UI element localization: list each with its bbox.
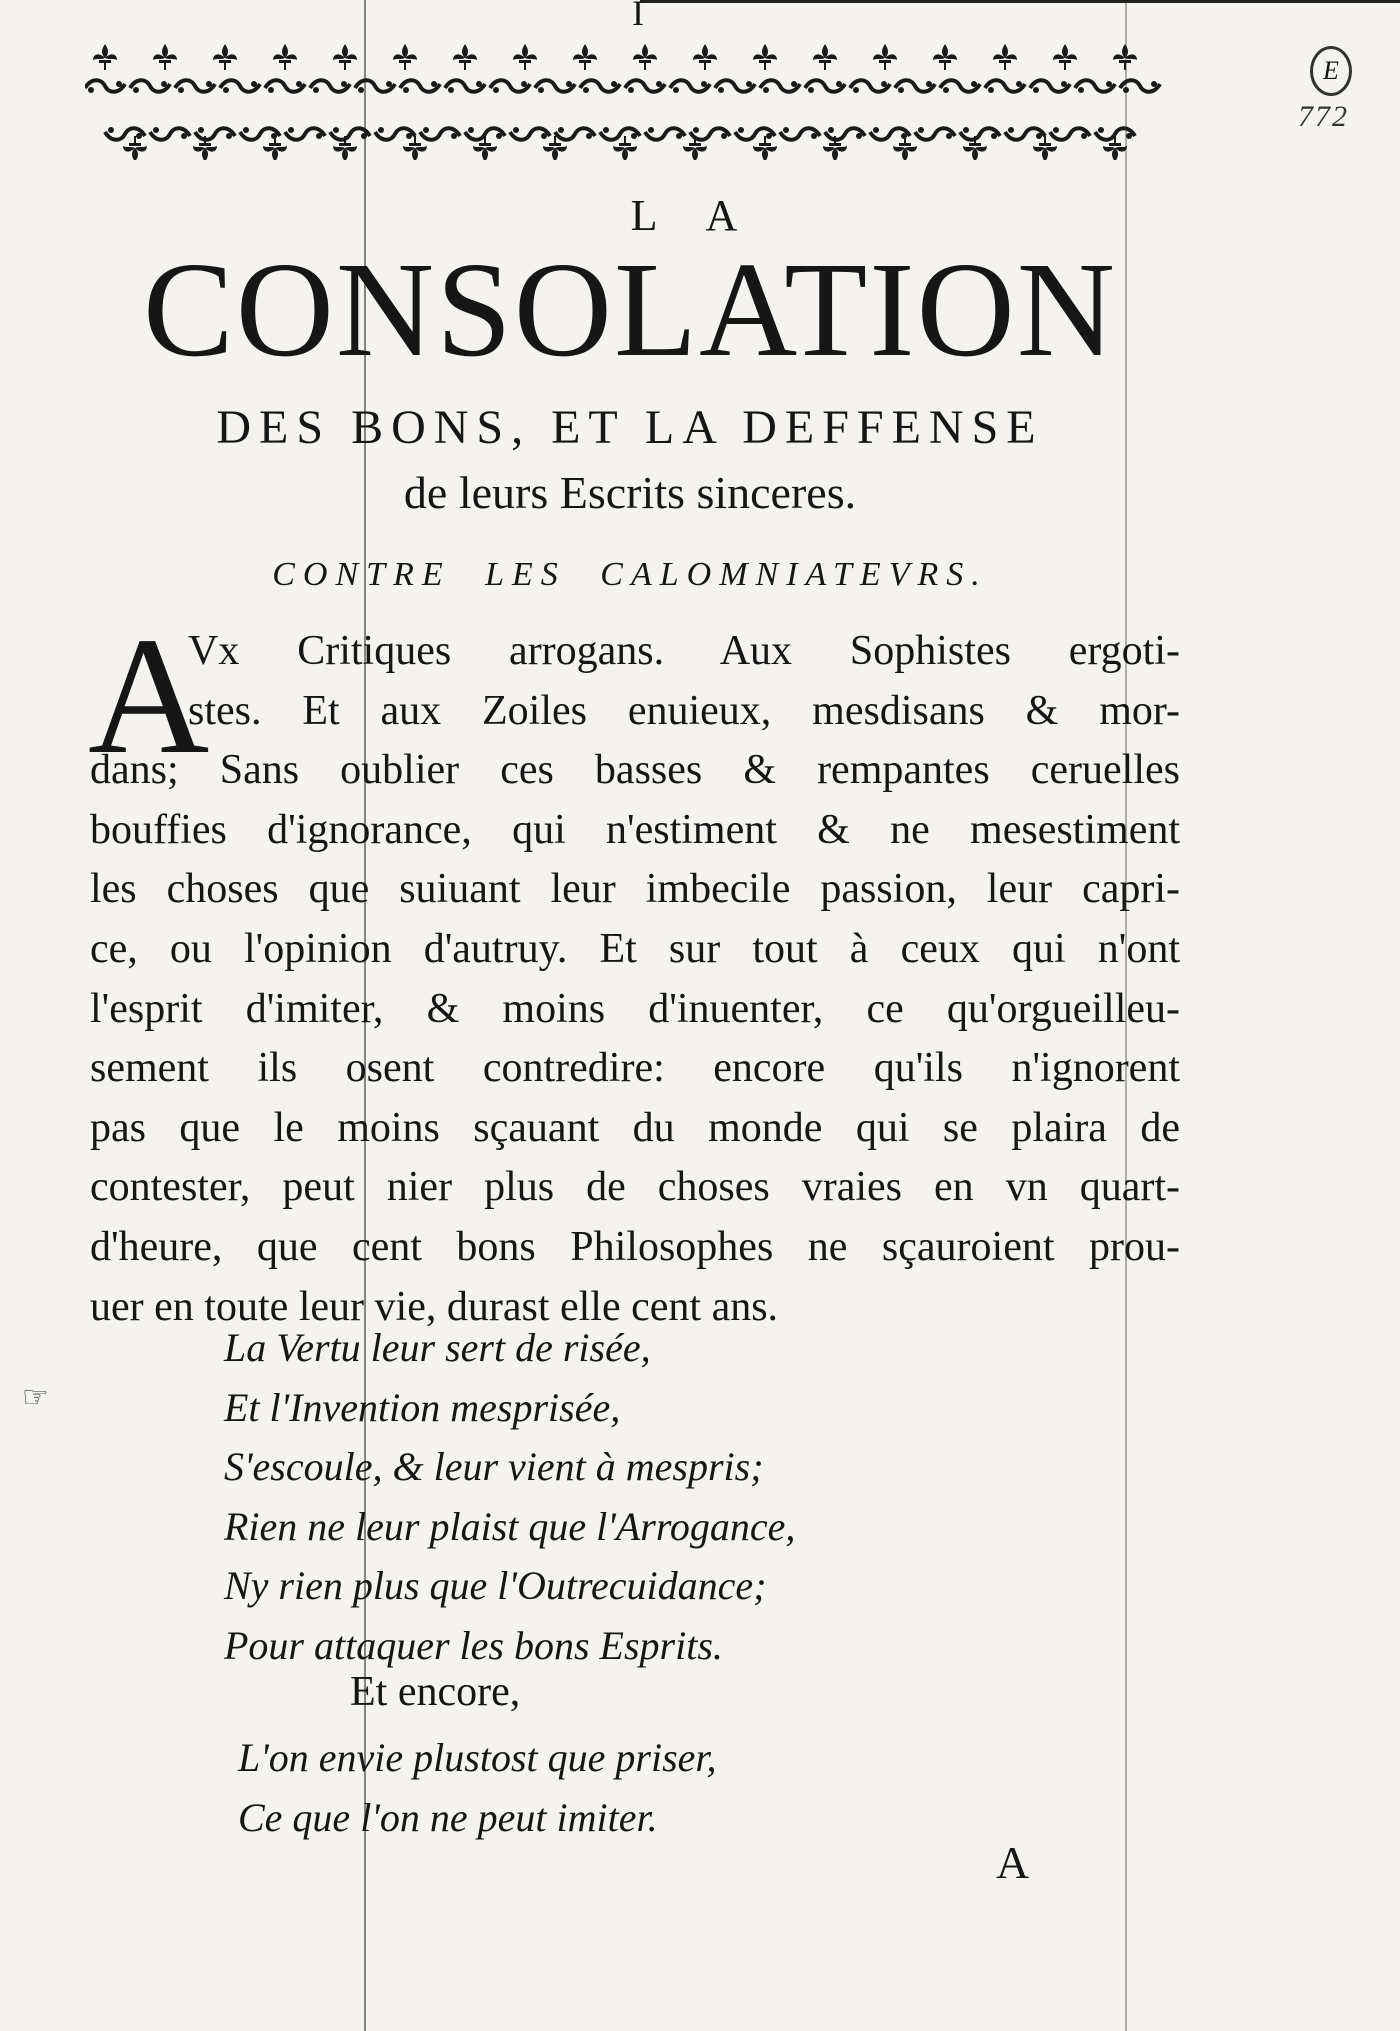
body-paragraph [90,622,1180,1337]
verse-stanza-2 [238,1728,717,1847]
body-line: les choses que suiuant leur imbecile passion, leur capri- [90,866,1180,913]
verse-line: La Vertu leur sert de risée, [224,1325,651,1370]
body-line: ce, ou l'opinion d'autruy. Et sur tout à ceux qui n'ont [90,925,1180,972]
signature-catchword: A [996,1837,1030,1888]
verse-line: Ny rien plus que l'Outrecuidance; [224,1563,767,1609]
body-line: stes. Et aux Zoiles enuieux, mesdisans & mor- [188,687,1180,734]
page-number: I [632,0,644,33]
verse-line: Et l'Invention mesprisée, [224,1384,621,1430]
body-line: d'heure, que cent bons Philosophes ne sçauroient prou- [90,1223,1180,1270]
verse-line: Ce que l'on ne peut imiter. [238,1794,658,1840]
body-line: Vx Critiques arrogans. Aux Sophistes ergoti- [188,628,1180,674]
title-main: CONSOLATION [143,235,1117,385]
verse-line: Pour attaquer les bons Esprits. [224,1622,723,1668]
subtitle-line-2: de leurs Escrits sinceres. [403,467,857,518]
body-line: uer en toute leur vie, durast elle cent ans. [90,1283,779,1330]
body-line: sement ils osent contredire: encore qu'ils n'ignorent [90,1045,1180,1092]
body-line: l'esprit d'imiter, & moins d'inuenter, ce qu'orgueilleu- [90,985,1180,1032]
verse-line: Rien ne leur plaist que l'Arrogance, [224,1503,796,1549]
subtitle-line-1: DES BONS, ET LA DEFFENSE [216,401,1044,454]
margin-shelfmark-number: 772 [1298,100,1349,133]
body-line: bouffies d'ignorance, qui n'estiment & ne mesestiment [90,806,1180,853]
drop-cap: A [88,603,210,789]
against-heading: CONTRE LES CALOMNIATEVRS. [272,556,988,593]
title-article: LA [630,191,786,240]
margin-stamp-letter: E [1310,46,1352,96]
top-rule [640,0,1400,3]
body-line: contester, peut nier plus de choses vraies en vn quart- [90,1164,1180,1211]
fleuron-ornament-band [85,40,1175,160]
manicule-mark-icon: ☞ [22,1380,49,1415]
et-encore-line: Et encore, [350,1669,521,1715]
body-line: pas que le moins sçauant du monde qui se plaira de [90,1104,1180,1151]
body-line: dans; Sans oublier ces basses & rempantes ceruelles [90,747,1180,794]
verse-stanza-1 [224,1318,924,1676]
verse-line: S'escoule, & leur vient à mespris; [224,1444,764,1490]
verse-line: L'on envie plustost que priser, [238,1735,717,1780]
